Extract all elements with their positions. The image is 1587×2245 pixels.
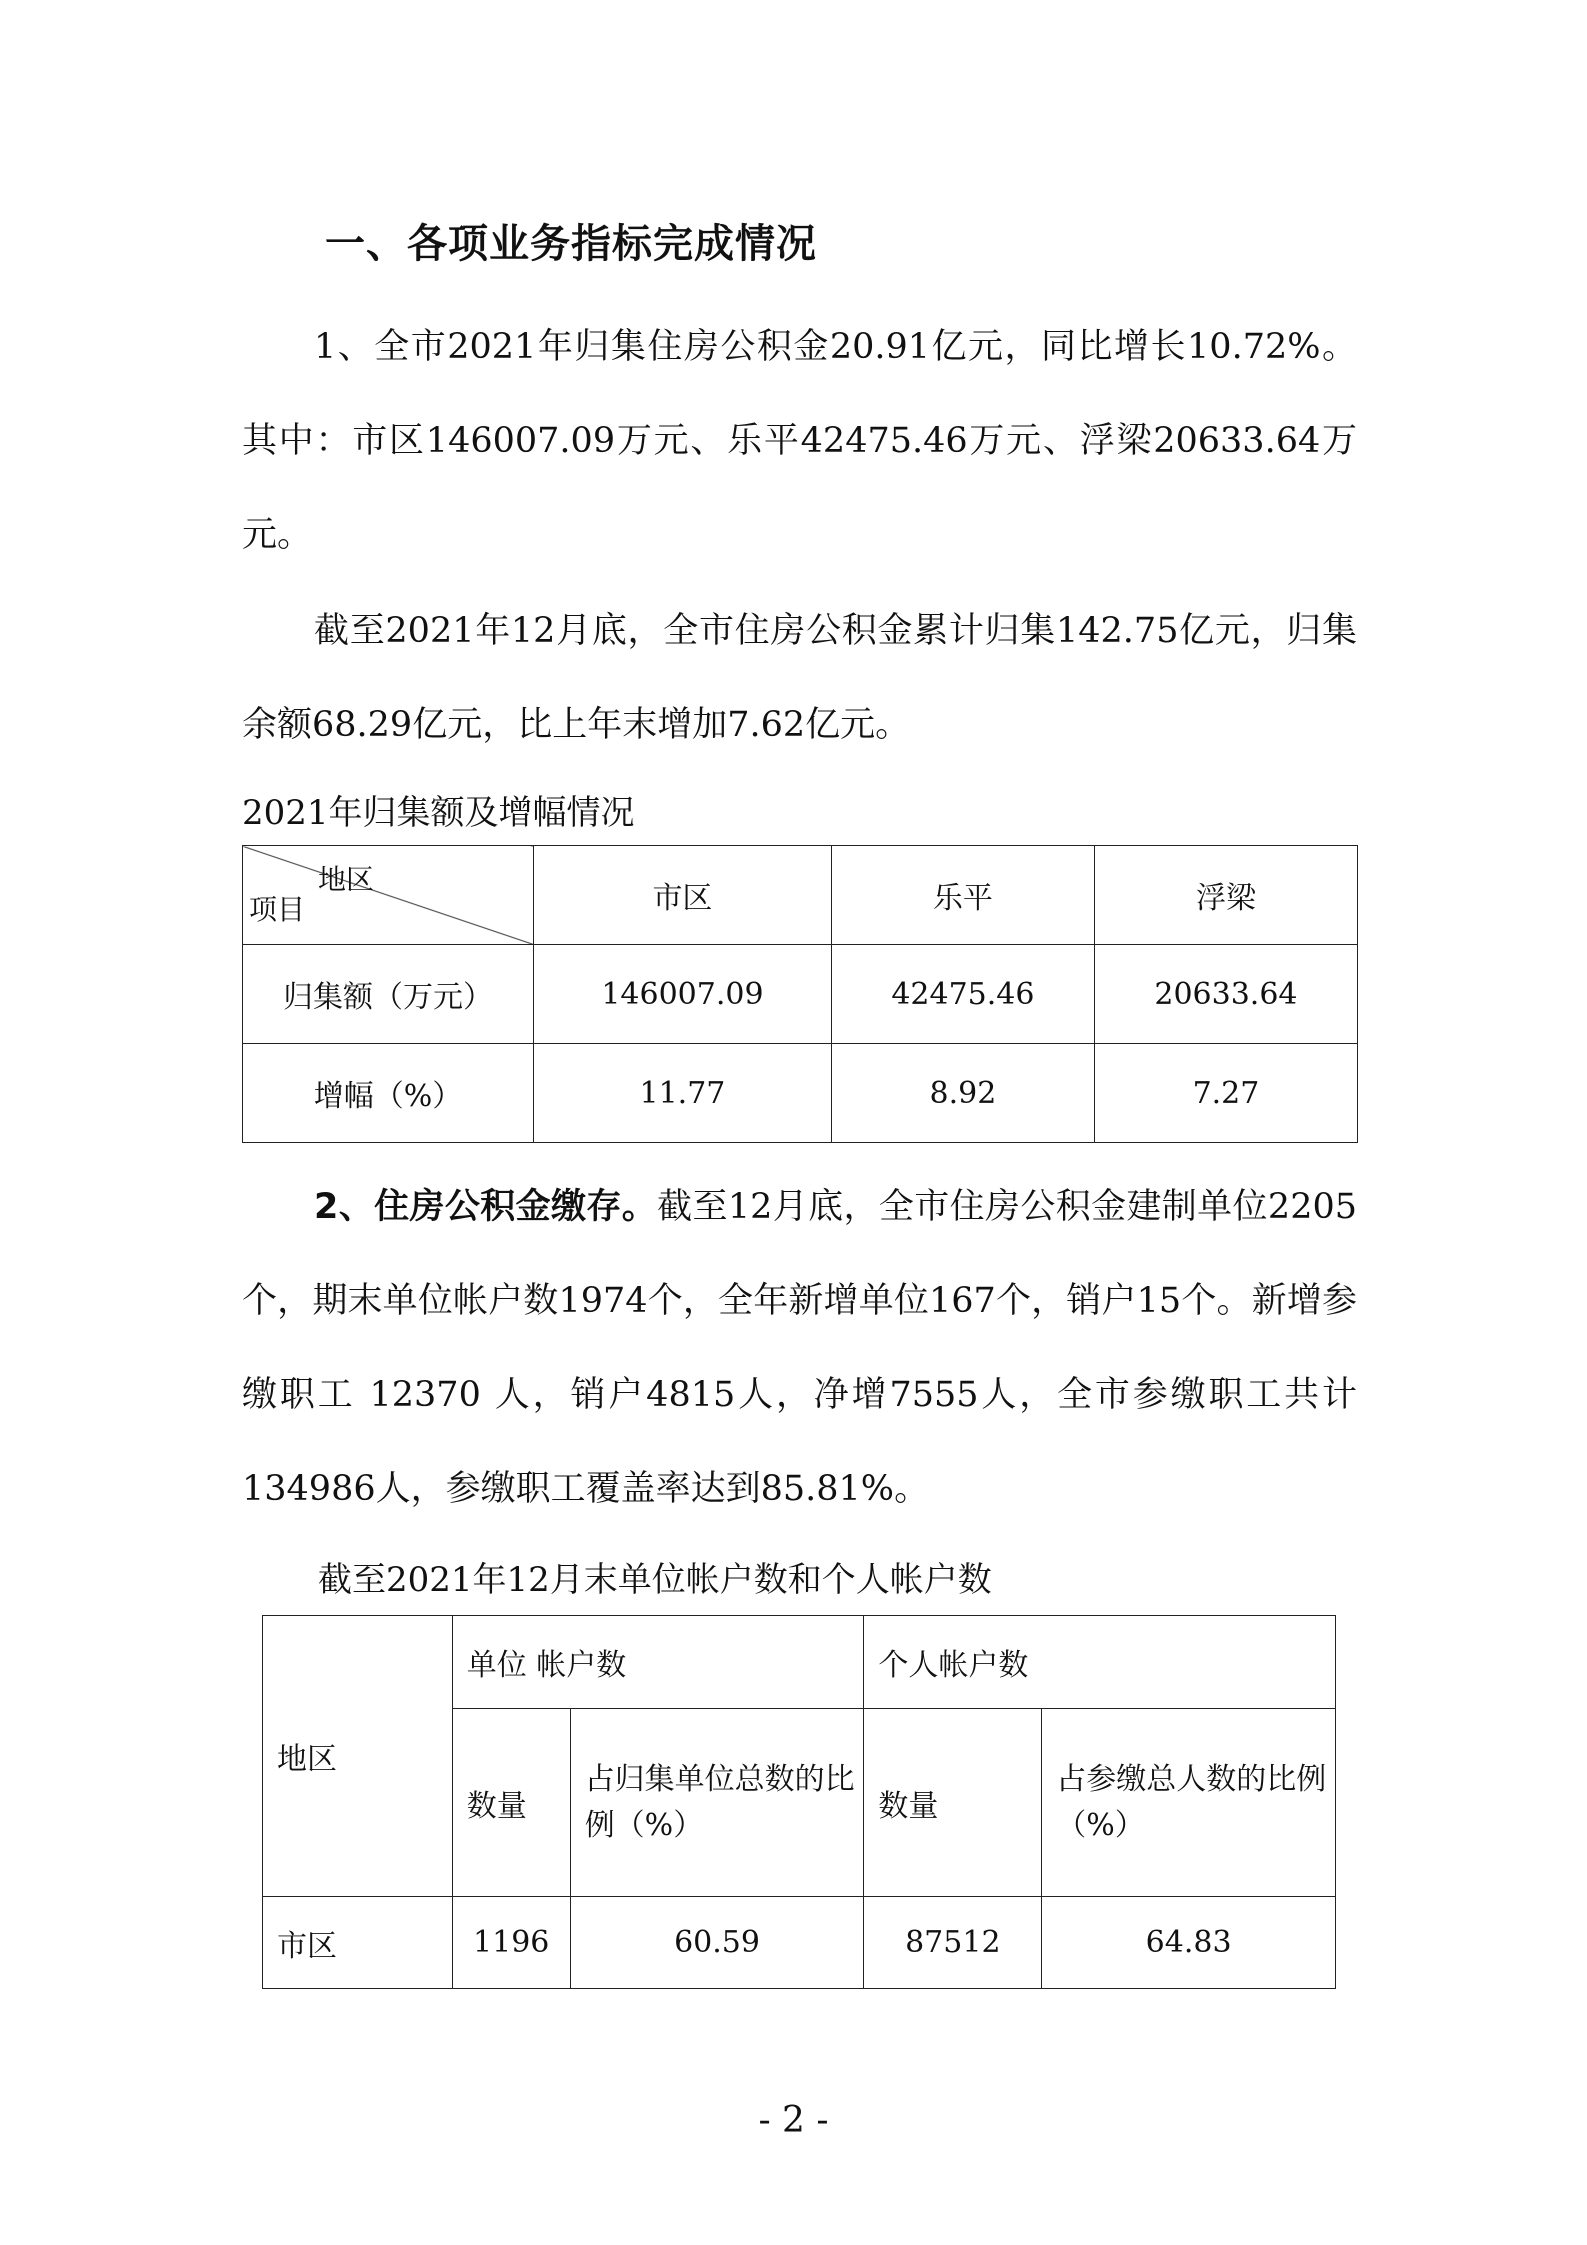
diagonal-header-cell <box>243 846 534 945</box>
table-row <box>243 945 1358 1044</box>
region-header: 地区 <box>263 1616 453 1897</box>
region-cell: 市区 <box>263 1897 453 1989</box>
page-number: - 2 - <box>758 2100 829 2141</box>
column-header: 浮梁 <box>1094 846 1357 945</box>
paragraph-cumulative: 截至2021年12月底，全市住房公积金累计归集142.75亿元，归集余额68.29亿元，比上年末增加7.62亿元。 <box>242 611 1357 745</box>
table-cell: 1196 <box>452 1897 570 1989</box>
table2-caption: 截至2021年12月末单位帐户数和个人帐户数 <box>318 1560 992 1600</box>
row-label: 增幅（%） <box>243 1044 534 1143</box>
unit-accounts-header: 单位 帐户数 <box>452 1616 864 1709</box>
table-cell: 87512 <box>864 1897 1042 1989</box>
table-cell: 60.59 <box>570 1897 864 1989</box>
person-count-header: 数量 <box>864 1709 1042 1897</box>
person-ratio-header: 占参缴总人数的比例（%） <box>1042 1709 1336 1897</box>
paragraph-body: 截至12月底，全市住房公积金建制单位2205个，期末单位帐户数1974个，全年新增单位167个，销户15个。新增参缴职工 12370 人，销户4815人，净增7555人，全市参缴职工共计134986人，参缴职工覆盖率达到85.81%。 <box>242 1187 1357 1509</box>
unit-ratio-header: 占归集单位总数的比例（%） <box>570 1709 864 1897</box>
table-cell: 42475.46 <box>831 945 1094 1044</box>
table-cell: 7.27 <box>1094 1044 1357 1143</box>
corner-label-item: 项目 <box>249 893 306 926</box>
collection-table <box>242 845 1358 1143</box>
unit-count-header: 数量 <box>452 1709 570 1897</box>
column-header: 乐平 <box>831 846 1094 945</box>
column-header: 市区 <box>534 846 832 945</box>
section-heading: 一、各项业务指标完成情况 <box>325 221 817 267</box>
accounts-table <box>262 1615 1336 1989</box>
table-cell: 8.92 <box>831 1044 1094 1143</box>
table-row <box>263 1897 1336 1989</box>
table-header-row <box>243 846 1358 945</box>
table-row <box>243 1044 1358 1143</box>
personal-accounts-header: 个人帐户数 <box>864 1616 1336 1709</box>
row-label: 归集额（万元） <box>243 945 534 1044</box>
paragraph-deposits <box>242 1160 1357 1536</box>
table-cell: 146007.09 <box>534 945 832 1044</box>
paragraph-collection-total: 1、全市2021年归集住房公积金20.91亿元，同比增长10.72%。其中：市区146007.09万元、乐平42475.46万元、浮梁20633.64万元。 <box>242 327 1357 555</box>
table-header-row <box>263 1616 1336 1709</box>
table-cell: 64.83 <box>1042 1897 1336 1989</box>
table1-caption: 2021年归集额及增幅情况 <box>242 793 635 833</box>
paragraph-lead: 2、住房公积金缴存。 <box>314 1187 658 1227</box>
table-cell: 20633.64 <box>1094 945 1357 1044</box>
table-cell: 11.77 <box>534 1044 832 1143</box>
corner-label-region: 地区 <box>318 863 375 896</box>
